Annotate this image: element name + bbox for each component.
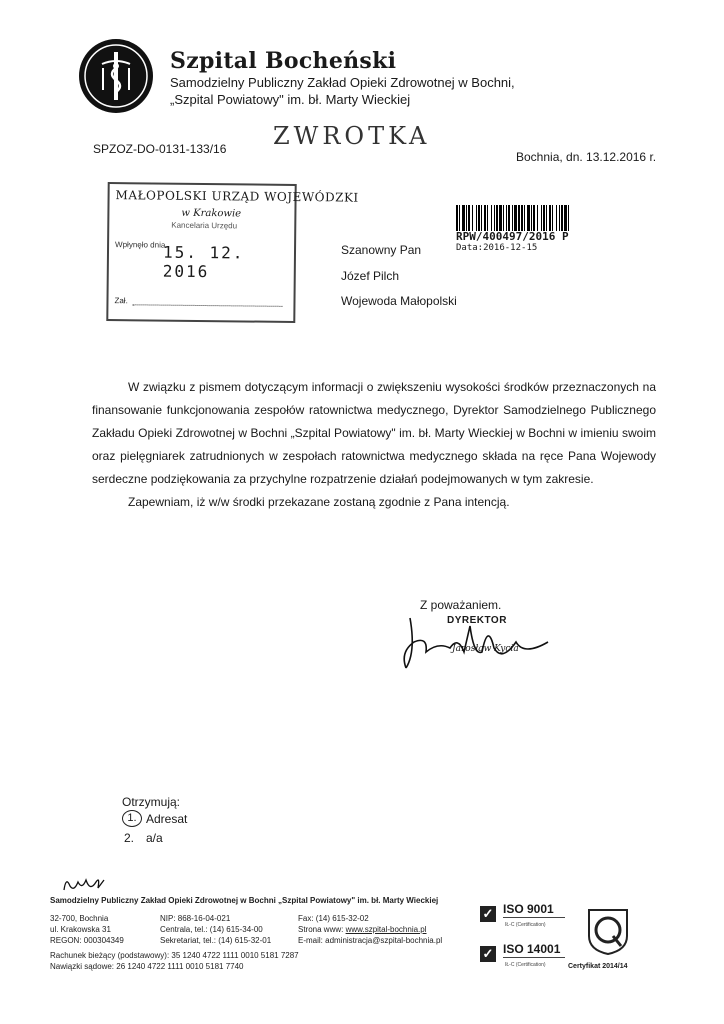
barcode-bar — [559, 205, 560, 231]
barcode-bar — [487, 205, 488, 231]
barcode-bar — [527, 205, 530, 231]
barcode-bar — [476, 205, 477, 231]
footer-email[interactable]: E-mail: administracja@szpital-bochnia.pl — [298, 936, 443, 945]
barcode-bar — [496, 205, 498, 231]
footer-fax: Fax: (14) 615-32-02 — [298, 914, 369, 923]
footer-nip: NIP: 868-16-04-021 — [160, 914, 231, 923]
stamp-received-label: Wpłynęło dnia — [115, 240, 166, 250]
footer-address-2: ul. Krakowska 31 — [50, 925, 111, 934]
place-date: Bochnia, dn. 13.12.2016 r. — [516, 150, 657, 164]
barcode-bar — [564, 205, 567, 231]
barcode-bar — [531, 205, 532, 231]
barcode-bar — [552, 205, 553, 231]
barcode-bar — [468, 205, 470, 231]
barcode-bar — [561, 205, 563, 231]
stamp-city: w Krakowie — [181, 207, 242, 220]
barcode-bar — [537, 205, 538, 231]
iso-divider — [503, 917, 565, 918]
barcode-bar — [541, 205, 542, 231]
check-icon: ✓ — [480, 946, 496, 962]
barcode-bar — [478, 205, 480, 231]
iso-14001-sub: IŁ-C (Certification) — [505, 962, 546, 968]
website-link[interactable]: www.szpital-bochnia.pl — [345, 925, 427, 934]
distribution-item-2-number: 2. — [124, 831, 135, 845]
barcode-bar — [518, 205, 520, 231]
org-name: Szpital Bocheński — [170, 48, 397, 74]
recipient-name: Józef Pilch — [341, 269, 400, 283]
closing: Z poważaniem. — [420, 598, 502, 612]
hospital-logo — [78, 38, 154, 114]
barcode-bar — [494, 205, 495, 231]
footer-account-court: Nawiązki sądowe: 26 1240 4722 1111 0010 5181 7740 — [50, 962, 244, 971]
iso-divider — [503, 957, 565, 958]
barcode-bar — [503, 205, 504, 231]
iso-14001-label: ISO 14001 — [503, 942, 561, 956]
letter-body — [92, 376, 656, 514]
footer-secretariat: Sekretariat, tel.: (14) 615-32-01 — [160, 936, 272, 945]
check-icon: ✓ — [480, 906, 496, 922]
distribution-heading: Otrzymują: — [122, 795, 181, 809]
signer-title: DYREKTOR — [447, 615, 507, 626]
barcode-bar — [533, 205, 535, 231]
quality-certificate-icon — [585, 906, 631, 956]
barcode-bar — [568, 205, 569, 231]
iso-9001-label: ISO 9001 — [503, 902, 554, 916]
return-stamp-title: ZWROTKA — [273, 122, 431, 150]
iso-9001-sub: IŁ-C (Certification) — [505, 922, 546, 928]
footer-address-1: 32-700, Bochnia — [50, 914, 109, 923]
barcode-bar — [508, 205, 510, 231]
barcode-date: Data:2016-12-15 — [456, 243, 538, 253]
org-subtitle-1: Samodzielny Publiczny Zakład Opieki Zdrowotnej w Bochni, — [170, 75, 515, 90]
barcode-bar — [484, 205, 486, 231]
barcode-bar — [514, 205, 517, 231]
distribution-item-2-text: a/a — [146, 831, 163, 845]
org-subtitle-2: „Szpital Powiatowy" im. bł. Marty Wieckiej — [170, 92, 411, 107]
recipient-title: Wojewoda Małopolski — [341, 294, 457, 308]
barcode-bar — [549, 205, 551, 231]
barcode-bar — [466, 205, 467, 231]
stamp-attachments-label: Zał. — [114, 296, 128, 306]
body-paragraph-1: W związku z pismem dotyczącym informacji o zwiększeniu wysokości środków przeznaczonych na finansowanie funkcjonowania zespołów ratownictwa medycznego, Dyrektor Samodzielnego Publicznego Zakładu Opieki Zdrowotnej w Bochni „Szpital Powiatowy" im. bł. Marty Wieckiej w Bochni w imieniu swoim oraz pielęgniarek zatrudnionych w zespołach ratownictwa medycznego składa na ręce Pana Wojewody serdeczne podziękowania za przychylne rozpatrzenie działań podejmowanych w tym zakresie. — [92, 380, 656, 486]
reference-number: SPZOZ-DO-0131-133/16 — [93, 142, 227, 156]
footer-org: Samodzielny Publiczny Zakład Opieki Zdrowotnej w Bochni „Szpital Powiatowy" im. bł. Marty Wieckiej — [50, 896, 439, 905]
barcode-bar — [462, 205, 465, 231]
footer-www — [298, 925, 427, 934]
barcode-bar — [512, 205, 513, 231]
barcode-code: RPW/400497/2016 P — [456, 230, 569, 243]
recipient-salutation: Szanowny Pan — [341, 243, 422, 257]
stamp-office: MAŁOPOLSKI URZĄD WOJEWÓDZKI — [115, 188, 359, 205]
stamp-dotted-line — [132, 304, 282, 307]
distribution-item-1-text: Adresat — [146, 812, 188, 826]
stamp-dept: Kancelaria Urzędu — [171, 220, 238, 231]
barcode-bar — [546, 205, 547, 231]
barcode-bar — [491, 205, 492, 231]
handwritten-initials — [60, 872, 120, 896]
footer-phone: Centrala, tel.: (14) 615-34-00 — [160, 925, 263, 934]
barcode-bar — [481, 205, 482, 231]
barcode-bar — [499, 205, 502, 231]
distribution-item-1-number: 1. — [122, 810, 142, 827]
handwritten-signature — [398, 612, 556, 672]
receipt-stamp — [106, 182, 359, 323]
barcode-bar — [524, 205, 525, 231]
footer-account-main: Rachunek bieżący (podstawowy): 35 1240 4722 1111 0010 5181 7287 — [50, 951, 299, 960]
body-paragraph-2: Zapewniam, iż w/w środki przekazane zostaną zgodnie z Pana intencją. — [128, 495, 510, 509]
barcode-bar — [521, 205, 523, 231]
stamp-date: 15. 12. 2016 — [162, 242, 245, 282]
barcode-bar — [543, 205, 545, 231]
footer-www-label: Strona www: — [298, 925, 346, 934]
barcode-bar — [472, 205, 473, 231]
barcode — [456, 205, 572, 231]
barcode-bar — [456, 205, 458, 231]
footer-regon: REGON: 000304349 — [50, 936, 124, 945]
barcode-bar — [506, 205, 507, 231]
certificate-label: Certyfikat 2014/14 — [568, 963, 628, 970]
barcode-bar — [459, 205, 460, 231]
barcode-bar — [556, 205, 557, 231]
signer-name: Jarosław Kycia — [452, 644, 519, 654]
